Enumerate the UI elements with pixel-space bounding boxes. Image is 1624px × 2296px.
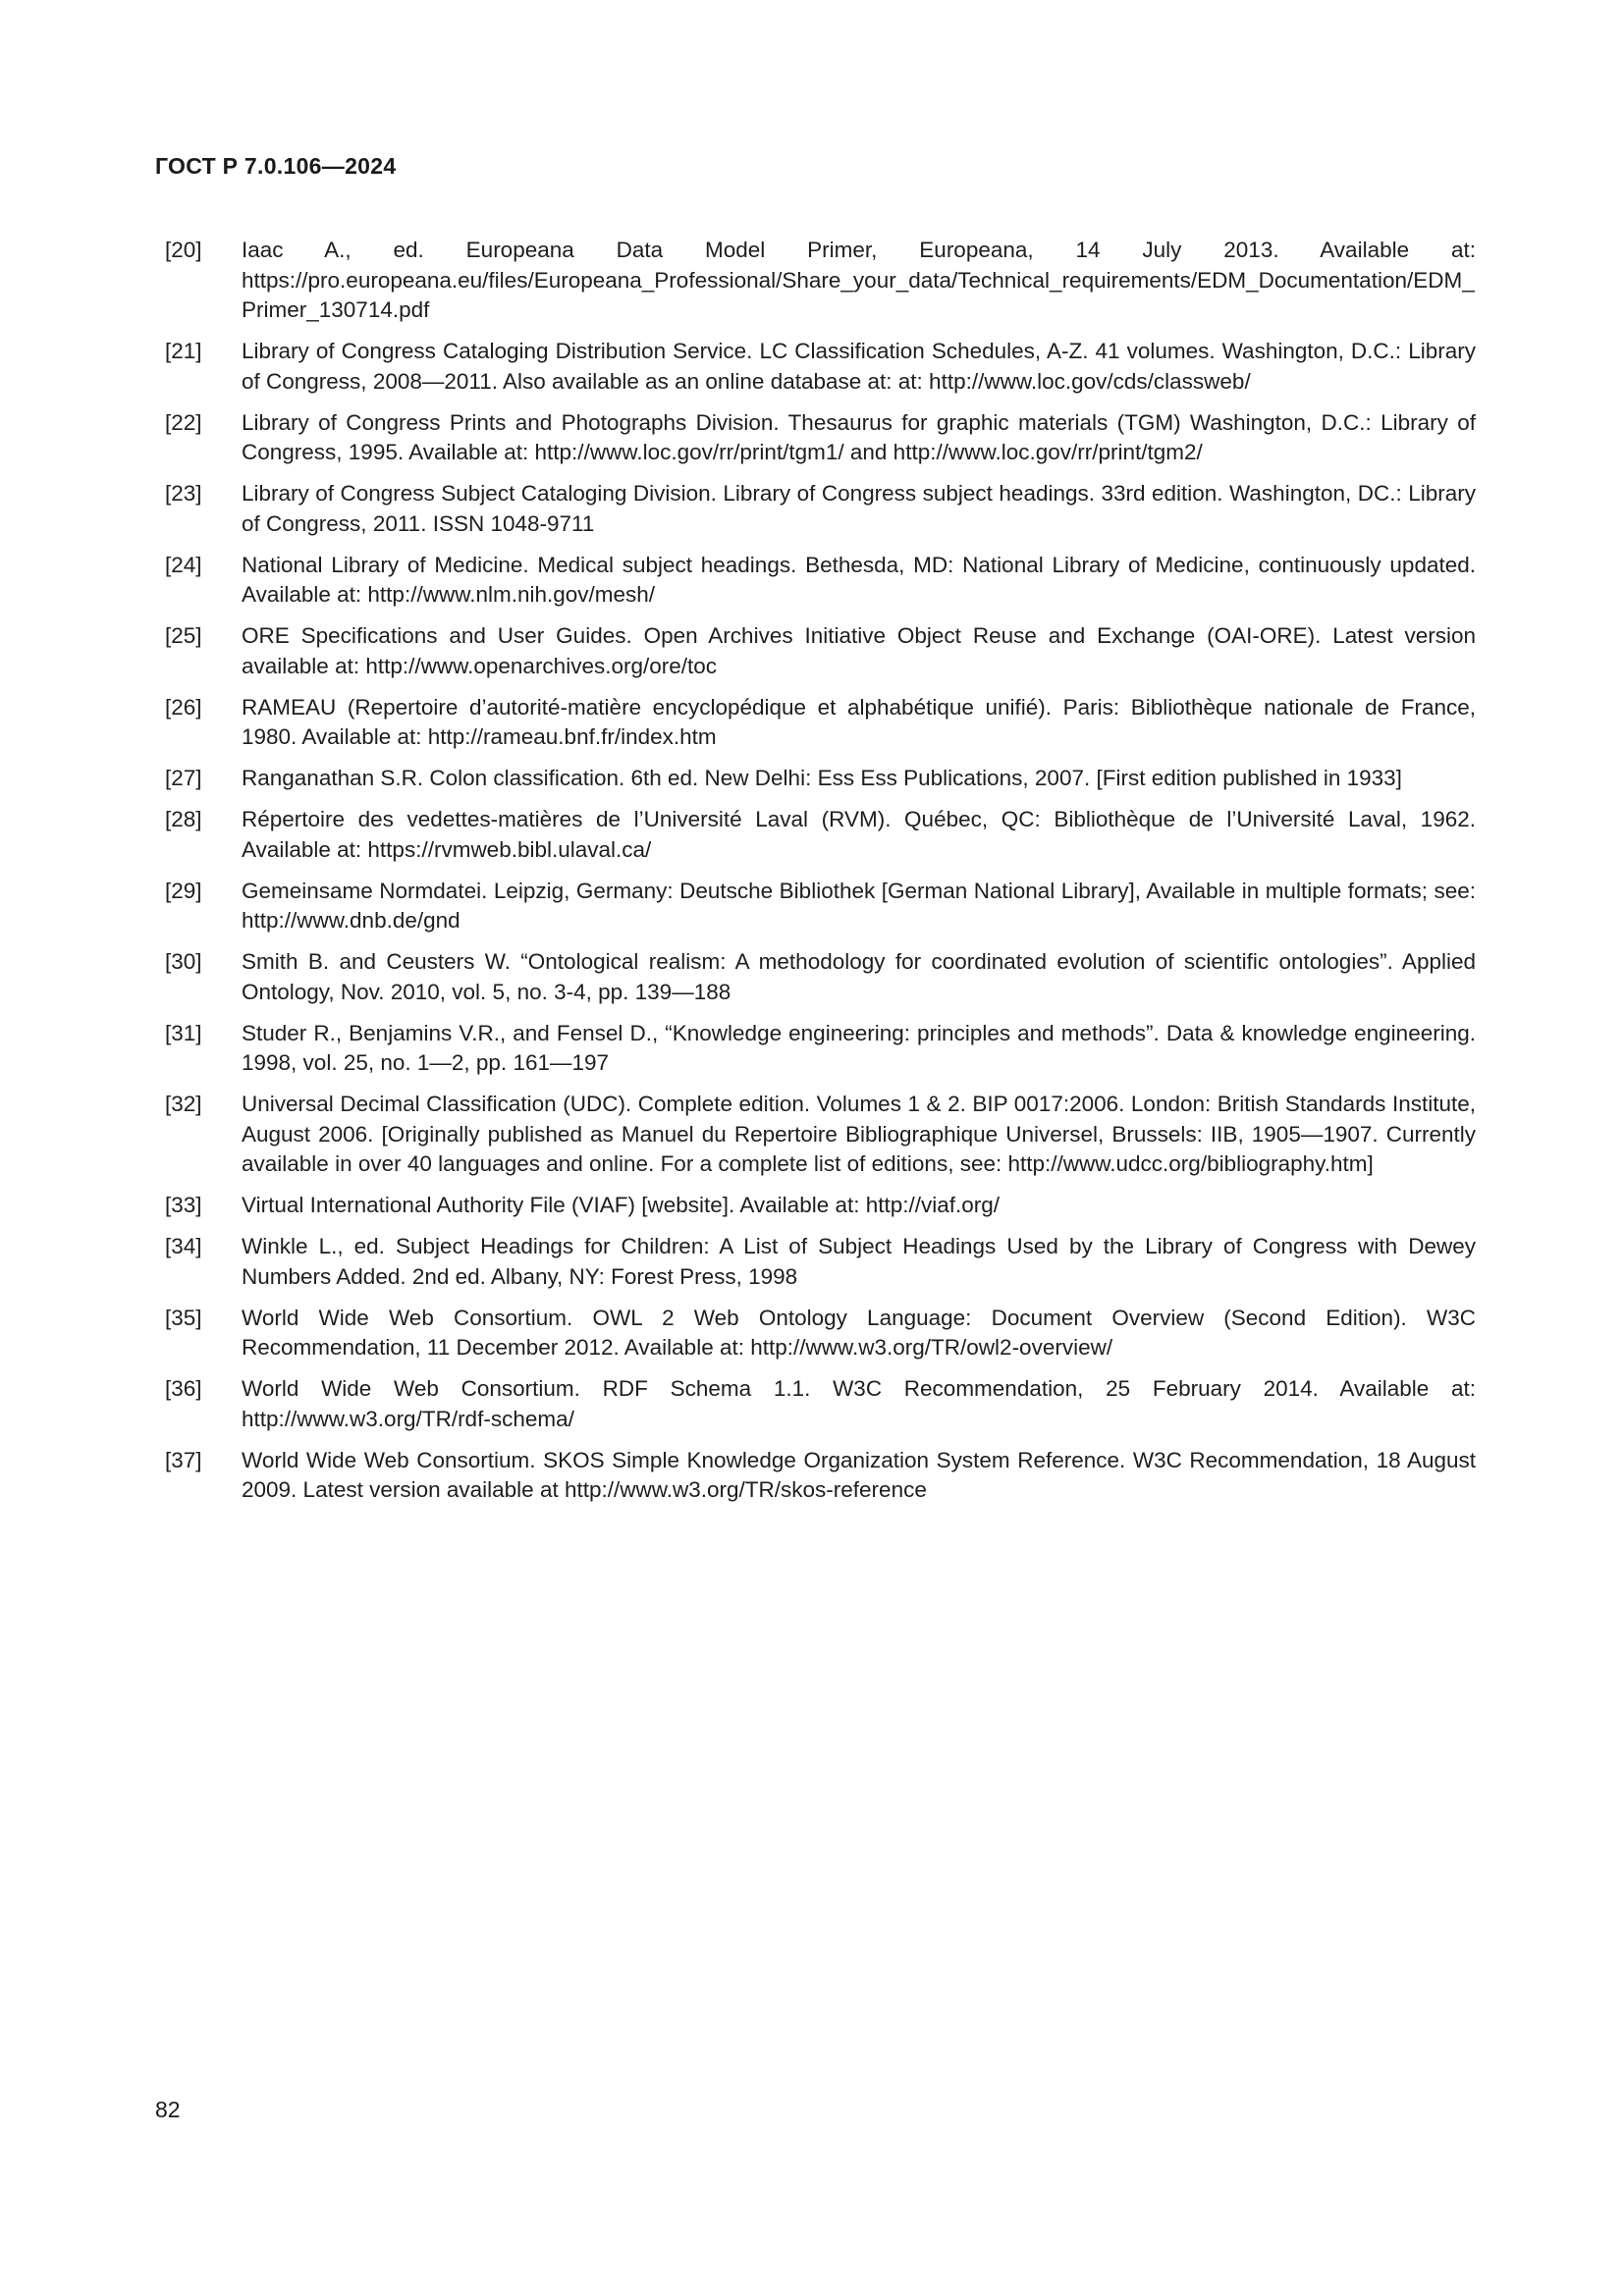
page-number: 82 [155, 2097, 181, 2122]
reference-number: [23] [165, 481, 202, 506]
reference-text: World Wide Web Consortium. OWL 2 Web Ontology Language: Document Overview (Second Edition). W3C Recommendation, 11 December 2012. Available at: http://www.w3.org/TR/owl2-overview/ [242, 1305, 1476, 1360]
reference-number: [26] [165, 694, 202, 720]
reference-item [165, 1374, 1476, 1434]
reference-text: Library of Congress Subject Cataloging Division. Library of Congress subject headings. 33rd edition. Washington, DC.: Library of Congress, 2011. ISSN 1048-9711 [242, 481, 1476, 536]
reference-number: [36] [165, 1376, 202, 1401]
reference-number: [35] [165, 1305, 202, 1330]
reference-number: [33] [165, 1193, 202, 1217]
reference-text: National Library of Medicine. Medical subject headings. Bethesda, MD: National Library of Medicine, continuously updated. Available at: http://www.nlm.nih.gov/mesh/ [242, 552, 1476, 607]
reference-item [165, 1090, 1476, 1180]
reference-item [165, 947, 1476, 1007]
reference-text: Gemeinsame Normdatei. Leipzig, Germany: Deutsche Bibliothek [German National Library], Available in multiple formats; see: http://www.dnb.de/gnd [242, 878, 1476, 933]
standard-id: ГОСТ Р 7.0.106—2024 [155, 153, 397, 179]
reference-item [165, 1446, 1476, 1506]
reference-item [165, 236, 1476, 326]
reference-number: [31] [165, 1020, 202, 1045]
reference-item [165, 1232, 1476, 1292]
reference-text: Smith B. and Ceusters W. “Ontological realism: A methodology for coordinated evolution of scientific ontologies”. Applied Ontology, Nov. 2010, vol. 5, no. 3-4, pp. 139—188 [242, 949, 1476, 1004]
reference-number: [25] [165, 623, 202, 648]
reference-text: Répertoire des vedettes-matières de l’Université Laval (RVM). Québec, QC: Bibliothèque de l’Université Laval, 1962. Available at: https://rvmweb.bibl.ulaval.ca/ [242, 807, 1476, 862]
reference-number: [34] [165, 1234, 202, 1258]
reference-text: Library of Congress Prints and Photographs Division. Thesaurus for graphic materials (TGM) Washington, D.C.: Library of Congress, 1995. Available at: http://www.loc.gov/rr/print/tgm1/ and http://www.loc.gov/rr/print/tgm2/ [242, 409, 1476, 464]
reference-number: [37] [165, 1447, 202, 1472]
reference-text: Iaac A., ed. Europeana Data Model Primer, Europeana, 14 July 2013. Available at: https://pro.europeana.eu/files/Europeana_Professional/Share_your_data/Technical_requirements/EDM_Documentation/EDM_Primer_130714.pdf [242, 238, 1476, 322]
reference-text: ORE Specifications and User Guides. Open Archives Initiative Object Reuse and Exchange (OAI-ORE). Latest version available at: http://www.openarchives.org/ore/toc [242, 623, 1476, 678]
reference-number: [28] [165, 807, 202, 831]
reference-number: [21] [165, 339, 202, 363]
reference-text: RAMEAU (Repertoire d’autorité-matière encyclopédique et alphabétique unifié). Paris: Bibliothèque nationale de France, 1980. Available at: http://rameau.bnf.fr/index.htm [242, 694, 1476, 749]
reference-text: Virtual International Authority File (VIAF) [website]. Available at: http://viaf.org/ [242, 1193, 1001, 1217]
reference-item [165, 479, 1476, 539]
reference-item [165, 551, 1476, 611]
reference-item [165, 877, 1476, 936]
reference-item [165, 693, 1476, 753]
reference-number: [30] [165, 949, 202, 974]
reference-item [165, 1019, 1476, 1079]
reference-text: Winkle L., ed. Subject Headings for Children: A List of Subject Headings Used by the Library of Congress with Dewey Numbers Added. 2nd ed. Albany, NY: Forest Press, 1998 [242, 1234, 1476, 1289]
reference-number: [24] [165, 552, 202, 577]
reference-item [165, 621, 1476, 681]
reference-item [165, 1191, 1476, 1221]
reference-item [165, 1304, 1476, 1363]
reference-text: World Wide Web Consortium. RDF Schema 1.1. W3C Recommendation, 25 February 2014. Available at: http://www.w3.org/TR/rdf-schema/ [242, 1376, 1476, 1431]
reference-text: Ranganathan S.R. Colon classification. 6th ed. New Delhi: Ess Ess Publications, 2007. [First edition published in 1933] [242, 766, 1402, 790]
reference-text: Studer R., Benjamins V.R., and Fensel D., “Knowledge engineering: principles and methods”. Data & knowledge engineering. 1998, vol. 25, no. 1—2, pp. 161—197 [242, 1020, 1476, 1075]
reference-text: Universal Decimal Classification (UDC). Complete edition. Volumes 1 & 2. BIP 0017:2006. London: British Standards Institute, August 2006. [Originally published as Manuel du Repertoire Bibliographique Universel, Brussels: IIB, 1905—1907. Currently available in over 40 languages and online. For a complete list of editions, see: http://www.udcc.org/bibliography.htm] [242, 1092, 1476, 1176]
document-header [155, 153, 396, 180]
reference-item [165, 337, 1476, 397]
reference-text: Library of Congress Cataloging Distribution Service. LC Classification Schedules, A-Z. 41 volumes. Washington, D.C.: Library of Congress, 2008—2011. Also available as an online database at: at: http://www.loc.gov/cds/classweb/ [242, 339, 1476, 394]
reference-number: [29] [165, 878, 202, 903]
reference-number: [22] [165, 409, 202, 435]
reference-number: [27] [165, 766, 202, 790]
reference-item [165, 805, 1476, 865]
reference-item [165, 408, 1476, 468]
reference-number: [20] [165, 238, 202, 262]
reference-number: [32] [165, 1092, 202, 1116]
reference-item [165, 764, 1476, 794]
reference-text: World Wide Web Consortium. SKOS Simple Knowledge Organization System Reference. W3C Recommendation, 18 August 2009. Latest version available at http://www.w3.org/TR/skos-reference [242, 1447, 1476, 1502]
reference-list [165, 236, 1476, 1517]
